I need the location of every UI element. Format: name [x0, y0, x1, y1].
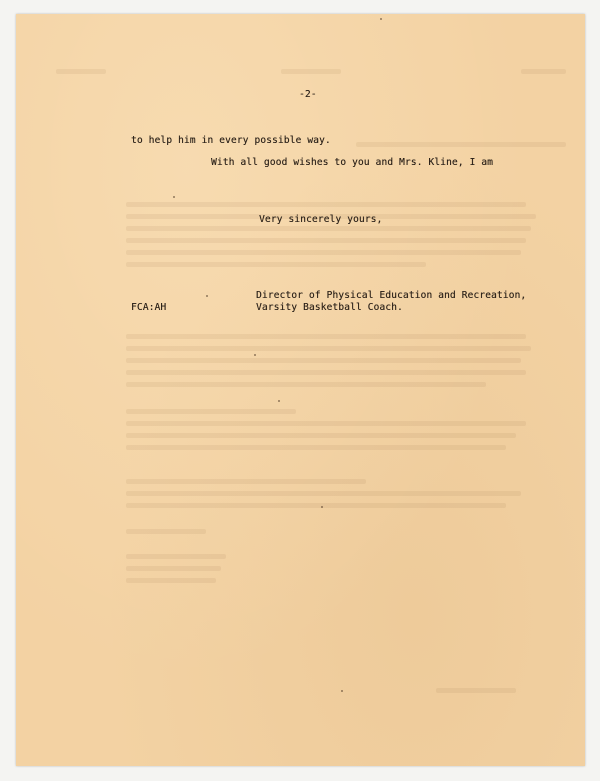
body-line: With all good wishes to you and Mrs. Kline, I am — [211, 157, 494, 168]
paper-speck — [380, 18, 382, 20]
bleed-through-line — [126, 578, 216, 583]
bleed-through-line — [126, 433, 516, 438]
paper-speck — [278, 400, 280, 402]
bleed-through-line — [356, 142, 566, 147]
bleed-through-line — [126, 479, 366, 484]
bleed-through-line — [56, 69, 106, 74]
page-number: -2- — [299, 89, 317, 100]
bleed-through-line — [281, 69, 341, 74]
complimentary-closing: Very sincerely yours, — [259, 214, 383, 225]
bleed-through-line — [126, 491, 521, 496]
signature-title: Varsity Basketball Coach. — [256, 302, 403, 313]
paper-speck — [341, 690, 343, 692]
bleed-through-line — [126, 202, 526, 207]
bleed-through-line — [126, 370, 526, 375]
bleed-through-line — [126, 503, 506, 508]
bleed-through-line — [126, 566, 221, 571]
bleed-through-line — [126, 529, 206, 534]
bleed-through-line — [126, 382, 486, 387]
bleed-through-line — [126, 250, 521, 255]
bleed-through-line — [126, 334, 526, 339]
bleed-through-line — [521, 69, 566, 74]
bleed-through-line — [126, 262, 426, 267]
paper-speck — [321, 506, 323, 508]
paper-speck — [173, 196, 175, 198]
bleed-through-line — [126, 445, 506, 450]
signature-title: Director of Physical Education and Recreation, — [256, 290, 527, 301]
bleed-through-line — [126, 346, 531, 351]
bleed-through-line — [126, 226, 531, 231]
letter-page — [16, 14, 585, 766]
bleed-through-line — [126, 358, 521, 363]
reference-initials: FCA:AH — [131, 302, 167, 313]
paper-speck — [206, 295, 208, 297]
bleed-through-line — [126, 554, 226, 559]
bleed-through-line — [126, 238, 526, 243]
paper-speck — [254, 354, 256, 356]
body-line: to help him in every possible way. — [131, 135, 331, 146]
bleed-through-line — [126, 421, 526, 426]
bleed-through-line — [436, 688, 516, 693]
bleed-through-line — [126, 409, 296, 414]
